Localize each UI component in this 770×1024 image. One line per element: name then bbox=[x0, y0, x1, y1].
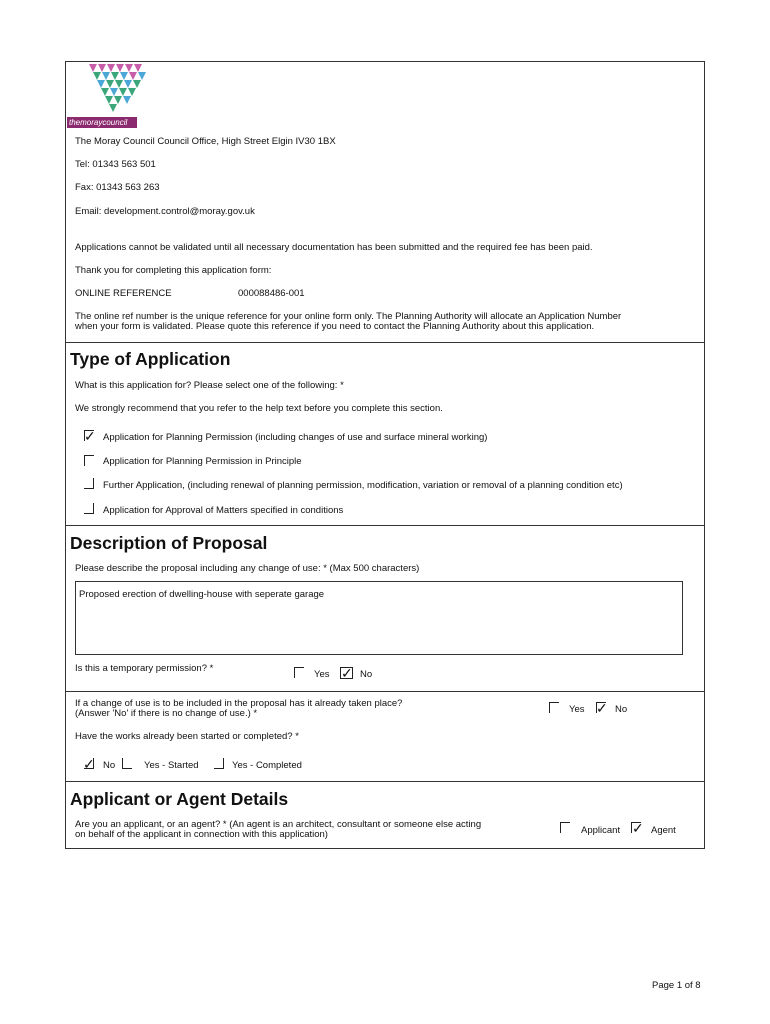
logo-triangle bbox=[114, 96, 122, 104]
check-icon: ✓ bbox=[341, 665, 353, 681]
applicant-agent-heading: Applicant or Agent Details bbox=[70, 789, 289, 809]
agent-label: Agent bbox=[651, 825, 676, 836]
temporary-yes-checkbox[interactable] bbox=[294, 667, 304, 678]
logo-wordmark bbox=[67, 117, 137, 128]
logo-triangle bbox=[107, 64, 115, 72]
logo-triangle bbox=[128, 88, 136, 96]
works-yes-completed-checkbox[interactable] bbox=[214, 758, 224, 769]
type-of-application-heading: Type of Application bbox=[70, 349, 231, 369]
temporary-yes-label: Yes bbox=[314, 669, 330, 680]
thanks-text: Thank you for completing this application form: bbox=[75, 265, 272, 276]
logo-triangle bbox=[124, 80, 132, 88]
logo-triangle bbox=[129, 72, 137, 80]
change-of-use-question-line2: (Answer 'No' if there is no change of use.) * bbox=[75, 708, 258, 719]
council-fax: Fax: 01343 563 263 bbox=[75, 182, 160, 193]
proposal-description-value: Proposed erection of dwelling-house with seperate garage bbox=[79, 589, 325, 600]
option-further-application-label: Further Application, (including renewal of planning permission, modification, variation or removal of a planning condition etc) bbox=[103, 480, 623, 491]
option-approval-of-matters-label: Application for Approval of Matters specified in conditions bbox=[103, 505, 344, 516]
change-of-use-yes-checkbox[interactable] bbox=[549, 702, 559, 713]
validation-note: Applications cannot be validated until all necessary documentation has been submitted and the required fee has been paid. bbox=[75, 242, 593, 253]
section-divider bbox=[65, 781, 705, 782]
section-divider bbox=[65, 342, 705, 343]
temporary-permission-question: Is this a temporary permission? * bbox=[75, 663, 214, 674]
option-approval-of-matters-checkbox[interactable] bbox=[84, 503, 94, 514]
temporary-no-label: No bbox=[360, 669, 373, 680]
reference-note-line1: The online ref number is the unique reference for your online form only. The Planning Authority will allocate an Application Number bbox=[75, 311, 622, 322]
reference-note-line2: when your form is validated. Please quote this reference if you need to contact the Planning Authority about this application. bbox=[75, 321, 595, 332]
logo-triangle bbox=[115, 80, 123, 88]
logo-triangle bbox=[125, 64, 133, 72]
check-icon: ✓ bbox=[83, 756, 95, 772]
logo-triangle bbox=[123, 96, 131, 104]
logo-triangle bbox=[134, 64, 142, 72]
check-icon: ✓ bbox=[596, 700, 608, 716]
logo-triangle bbox=[105, 96, 113, 104]
online-reference-label: ONLINE REFERENCE bbox=[75, 288, 172, 299]
logo-triangle bbox=[106, 80, 114, 88]
option-planning-permission-label: Application for Planning Permission (including changes of use and surface mineral working) bbox=[103, 432, 488, 443]
change-of-use-no-label: No bbox=[615, 704, 628, 715]
change-of-use-yes-label: Yes bbox=[569, 704, 585, 715]
page-number: Page 1 of 8 bbox=[652, 980, 701, 991]
online-reference-value: 000088486-001 bbox=[238, 288, 305, 299]
logo-triangle bbox=[97, 80, 105, 88]
council-email: Email: development.control@moray.gov.uk bbox=[75, 206, 255, 217]
logo-triangle bbox=[110, 88, 118, 96]
logo-triangle bbox=[101, 88, 109, 96]
works-yes-started-label: Yes - Started bbox=[144, 760, 199, 771]
logo-triangle bbox=[89, 64, 97, 72]
logo-triangle bbox=[116, 64, 124, 72]
council-address: The Moray Council Council Office, High Street Elgin IV30 1BX bbox=[75, 136, 336, 147]
description-heading: Description of Proposal bbox=[70, 533, 268, 553]
applicant-agent-question-line1: Are you an applicant, or an agent? * (An agent is an architect, consultant or someone else acting bbox=[75, 819, 482, 830]
logo-triangle bbox=[98, 64, 106, 72]
check-icon: ✓ bbox=[84, 428, 96, 444]
logo-triangle bbox=[102, 72, 110, 80]
section-divider bbox=[65, 691, 705, 692]
logo-triangle bbox=[93, 72, 101, 80]
application-type-question: What is this application for? Please select one of the following: * bbox=[75, 380, 344, 391]
help-advice: We strongly recommend that you refer to the help text before you complete this section. bbox=[75, 403, 443, 414]
description-prompt: Please describe the proposal including any change of use: * (Max 500 characters) bbox=[75, 563, 420, 574]
check-icon: ✓ bbox=[632, 820, 644, 836]
option-permission-in-principle-label: Application for Planning Permission in Principle bbox=[103, 456, 302, 467]
works-no-label: No bbox=[103, 760, 116, 771]
council-tel: Tel: 01343 563 501 bbox=[75, 159, 156, 170]
logo-triangle bbox=[111, 72, 119, 80]
change-of-use-question-line1: If a change of use is to be included in the proposal has it already taken place? bbox=[75, 698, 403, 709]
works-yes-started-checkbox[interactable] bbox=[122, 758, 132, 769]
applicant-agent-question-line2: on behalf of the applicant in connection with this application) bbox=[75, 829, 328, 840]
logo-text: themoraycouncil bbox=[69, 118, 128, 127]
works-started-question: Have the works already been started or completed? * bbox=[75, 731, 299, 742]
works-yes-completed-label: Yes - Completed bbox=[232, 760, 302, 771]
option-further-application-checkbox[interactable] bbox=[84, 478, 94, 489]
logo-triangle bbox=[119, 88, 127, 96]
applicant-label: Applicant bbox=[581, 825, 621, 836]
proposal-description-textarea[interactable] bbox=[75, 581, 683, 655]
logo-triangle bbox=[109, 104, 117, 112]
option-permission-in-principle-checkbox[interactable] bbox=[84, 455, 94, 466]
applicant-checkbox[interactable] bbox=[560, 822, 570, 833]
logo-triangle bbox=[120, 72, 128, 80]
logo-triangle bbox=[138, 72, 146, 80]
logo-triangle bbox=[133, 80, 141, 88]
section-divider bbox=[65, 525, 705, 526]
